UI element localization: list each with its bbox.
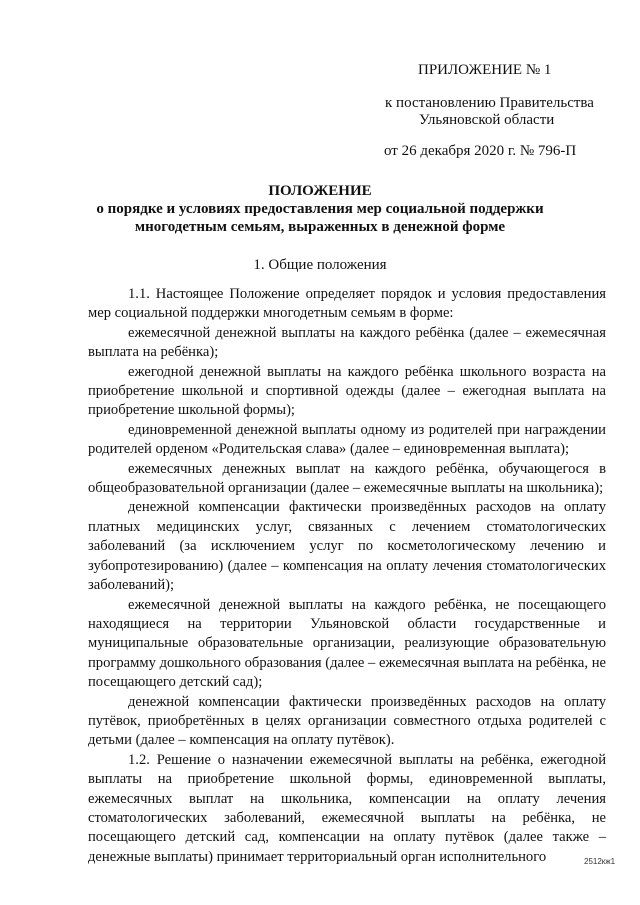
paragraph: денежной компенсации фактически произведённых расходов на оплату платных медицинских услуг, связанных с лечением стоматологических заболеваний (за исключением услуг по косметологическому лечению и зубопротезированию) (далее – компенсация на оплату лечения стоматологических заболеваний);	[88, 499, 606, 594]
resolution-date: от 26 декабря 2020 г. № 796-П	[384, 143, 577, 159]
document-title: ПОЛОЖЕНИЕ	[268, 183, 372, 199]
paragraph: денежной компенсации фактически произведённых расходов на оплату путёвок, приобретённых в целях организации совместного отдыха родителей с детьми (далее – компенсация на оплату путёвок).	[88, 693, 606, 749]
paragraph: ежемесячной денежной выплаты на каждого ребёнка, не посещающего находящиеся на территории Ульяновской области государственные и муниципальные образовательные организации, реализующие образовательную программу дошкольного образования (далее – ежемесячная выплата на ребёнка, не посещающего детский сад);	[88, 596, 606, 691]
paragraph: ежемесячных денежных выплат на каждого ребёнка, обучающегося в общеобразовательной организации (далее – ежемесячные выплаты на школьника);	[88, 460, 606, 497]
paragraph: 1.2. Решение о назначении ежемесячной выплаты на ребёнка, ежегодной выплаты на приобретение школьной формы, единовременной выплаты, ежемесячных выплат на школьника, компенсации на оплату лечения стоматологических заболеваний, ежемесячной выплаты на ребёнка, не посещающего детский сад, компенсации на оплату путёвок (далее также – денежные выплаты) принимает территориальный орган исполнительного	[88, 751, 606, 865]
section-body	[88, 285, 606, 867]
paragraph: 1.1. Настоящее Положение определяет порядок и условия предоставления мер социальной поддержки многодетным семьям в форме:	[88, 286, 606, 322]
region-label: Ульяновской области	[419, 112, 555, 128]
resolution-label: к постановлению Правительства	[385, 95, 594, 111]
paragraph: единовременной денежной выплаты одному из родителей при награждении родителей орденом «Родительская слава» (далее – единовременная выплата);	[88, 421, 606, 458]
document-subtitle-line-1: о порядке и условиях предоставления мер социальной поддержки	[96, 201, 544, 217]
document-code: 2512кж1	[584, 857, 616, 866]
document-subtitle-line-2: многодетным семьям, выраженных в денежной форме	[134, 219, 506, 235]
section-heading: 1. Общие положения	[253, 257, 387, 273]
paragraph: ежемесячной денежной выплаты на каждого ребёнка (далее – ежемесячная выплата на ребёнка);	[88, 324, 606, 361]
appendix-label: ПРИЛОЖЕНИЕ № 1	[418, 62, 552, 78]
paragraph: ежегодной денежной выплаты на каждого ребёнка школьного возраста на приобретение школьной и спортивной одежды (далее – ежегодная выплата на приобретение школьной формы);	[88, 363, 606, 419]
